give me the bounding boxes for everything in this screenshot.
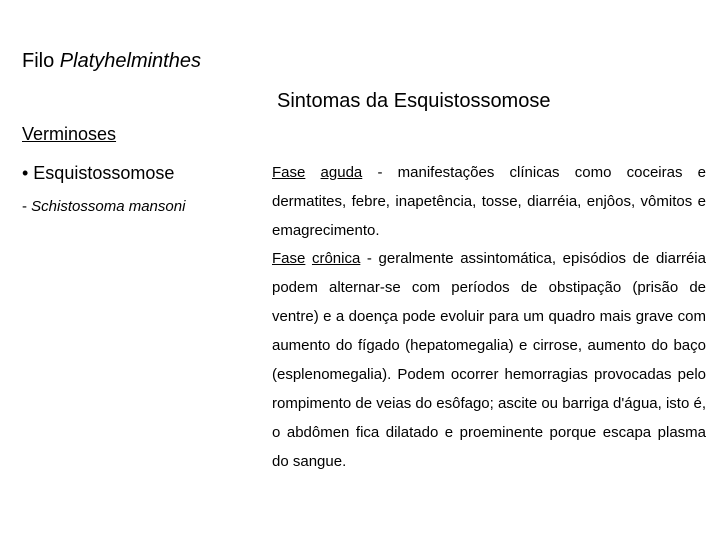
chronic-phase-separator: - — [360, 250, 379, 267]
acute-phase-text: manifestações clínicas como coceiras e dermatites, febre, inapetência, tosse, diarréia, enjôos, vômitos e emagrecimento. — [272, 164, 706, 239]
title-prefix: Filo — [22, 50, 55, 72]
species-line — [22, 198, 185, 215]
disease-bullet: • Esquistossomose — [22, 163, 175, 183]
species-prefix: - — [22, 198, 32, 215]
chronic-phase-text: geralmente assintomática, episódios de diarréia podem alternar-se com períodos de obstipação (prisão de ventre) e a doença pode evoluir para um quadro mais grave com aumento do fígado (hepatomegalia) e cirrose, aumento do baço (esplenomegalia). Podem ocorrer hemorragias provocadas pelo rompimento de veias do esôfago; ascite ou barriga d'água, isto é, o abdômen fica dilatado e proeminente porque escapa plasma do sangue. — [272, 250, 706, 470]
acute-phase-label-1: Fase — [272, 164, 306, 181]
acute-phase-label-2: aguda — [320, 164, 363, 181]
slide-subtitle: Sintomas da Esquistossomose — [277, 90, 551, 112]
acute-phase-paragraph — [272, 158, 706, 245]
slide-title — [22, 50, 201, 73]
chronic-phase-label-2: crônica — [311, 250, 361, 267]
chronic-phase-paragraph — [272, 244, 706, 476]
title-taxon: Platyhelminthes — [59, 50, 201, 72]
section-heading: Verminoses — [22, 124, 117, 144]
chronic-phase-label-1: Fase — [272, 250, 306, 267]
acute-phase-separator: - — [362, 164, 398, 181]
species-name: Schistossoma mansoni — [31, 198, 186, 215]
